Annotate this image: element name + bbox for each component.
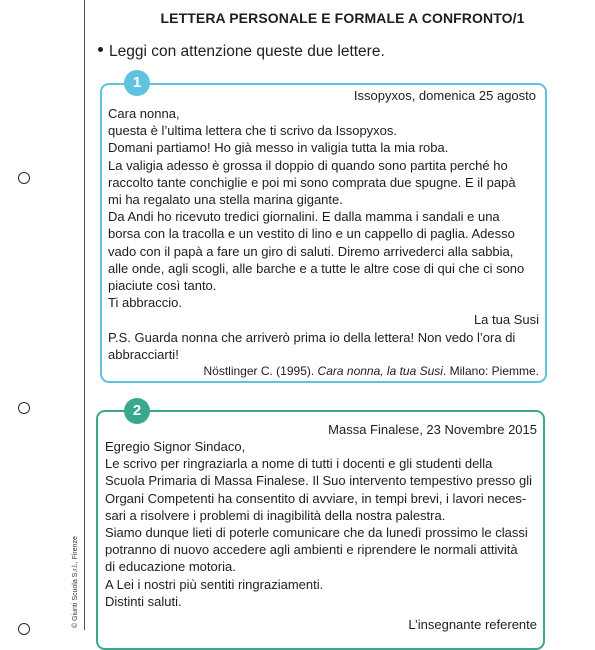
letter-1-line: piaciute così tanto.	[108, 278, 217, 294]
letter-1-line: raccolto tante conchiglie e poi mi sono comprata due spugne. E il papà	[108, 174, 516, 190]
letter-2-signature: L’insegnante referente	[408, 617, 537, 633]
source-publisher: . Milano: Piemme.	[442, 364, 539, 379]
instruction	[98, 43, 385, 61]
letter-1-body	[108, 105, 539, 380]
letter-1-line: vado con il papà a fare un giro di saluti. Diremo arrivederci alla sabbia,	[108, 243, 514, 259]
letter-2-line: di educazione motoria.	[105, 559, 236, 575]
source-title: Cara nonna, la tua Susi	[317, 364, 443, 379]
letter-1-signature: La tua Susi	[473, 312, 539, 328]
copyright-credit: © Giunti Scuola S.r.l., Firenze	[72, 536, 79, 628]
letter-1-line: borsa con la tracolla e un vestito di lino e un cappello di paglia. Adesso	[108, 226, 515, 242]
letter-2-line: Le scrivo per ringraziarla a nome di tutti i docenti e gli studenti della	[105, 456, 493, 472]
instruction-text: Leggi con attenzione queste due lettere.	[109, 43, 385, 60]
page-title: LETTERA PERSONALE E FORMALE A CONFRONTO/1	[160, 10, 525, 26]
binder-hole-middle	[18, 402, 30, 414]
letter-1-line: alle onde, agli scogli, alle barche e a tutte le altre cose di qui che ci sono	[108, 260, 525, 276]
letter-1-salutation: Cara nonna,	[108, 106, 180, 121]
letter-2-line: Distinti saluti.	[105, 593, 182, 609]
letter-2-salutation: Egregio Signor Sindaco,	[105, 439, 246, 454]
letter-2-date: Massa Finalese, 23 Novembre 2015	[328, 422, 537, 437]
letter-1-number-badge: 1	[124, 70, 150, 96]
letter-1-ps-line: abbracciarti!	[108, 346, 179, 362]
bullet-icon	[98, 47, 103, 52]
source-author: Nöstlinger C. (1995).	[203, 364, 315, 379]
binder-hole-bottom	[18, 623, 30, 635]
letter-2-line: Siamo dunque lieti di poterle comunicare che da lunedì prossimo le classi	[105, 525, 528, 541]
letter-2-line: Scuola Primaria di Massa Finalese. Il Suo intervento tempestivo presso gli	[105, 473, 533, 489]
letter-2-line: Organi Competenti ha consentito di avviare, in tempi brevi, i lavori neces-	[105, 490, 527, 506]
letter-1-line: La valigia adesso è grossa il doppio di quando sono partita perché ho	[108, 157, 508, 173]
letter-1-line: Ti abbraccio.	[108, 295, 182, 311]
letter-1-line: mi ha regalato una stella marina gigante.	[108, 192, 343, 208]
letter-2-number-badge: 2	[124, 398, 150, 424]
letter-1-date: Issopyxos, domenica 25 agosto	[353, 88, 536, 103]
letter-2-line: sari a risolvere i problemi di inagibilità della nostra palestra.	[105, 507, 446, 523]
letter-2-body	[105, 438, 537, 633]
letter-1-line: Da Andi ho ricevuto tredici giornalini. E dalla mamma i sandali e una	[108, 209, 500, 225]
letter-2-line: potranno di nuovo accedere agli ambienti e riprendere le normali attività	[105, 542, 518, 558]
margin-line	[84, 0, 85, 630]
letter-1-line: questa è l’ultima lettera che ti scrivo da Issopyxos.	[108, 123, 398, 139]
letter-1-ps-line: P.S. Guarda nonna che arriverò prima io della lettera! Non vedo l’ora di	[108, 329, 516, 345]
letter-1-line: Domani partiamo! Ho già messo in valigia tutta la mia roba.	[108, 140, 449, 156]
binder-hole-top	[18, 172, 30, 184]
letter-2-line: A Lei i nostri più sentiti ringraziamenti.	[105, 576, 324, 592]
letter-1-source	[108, 363, 539, 380]
